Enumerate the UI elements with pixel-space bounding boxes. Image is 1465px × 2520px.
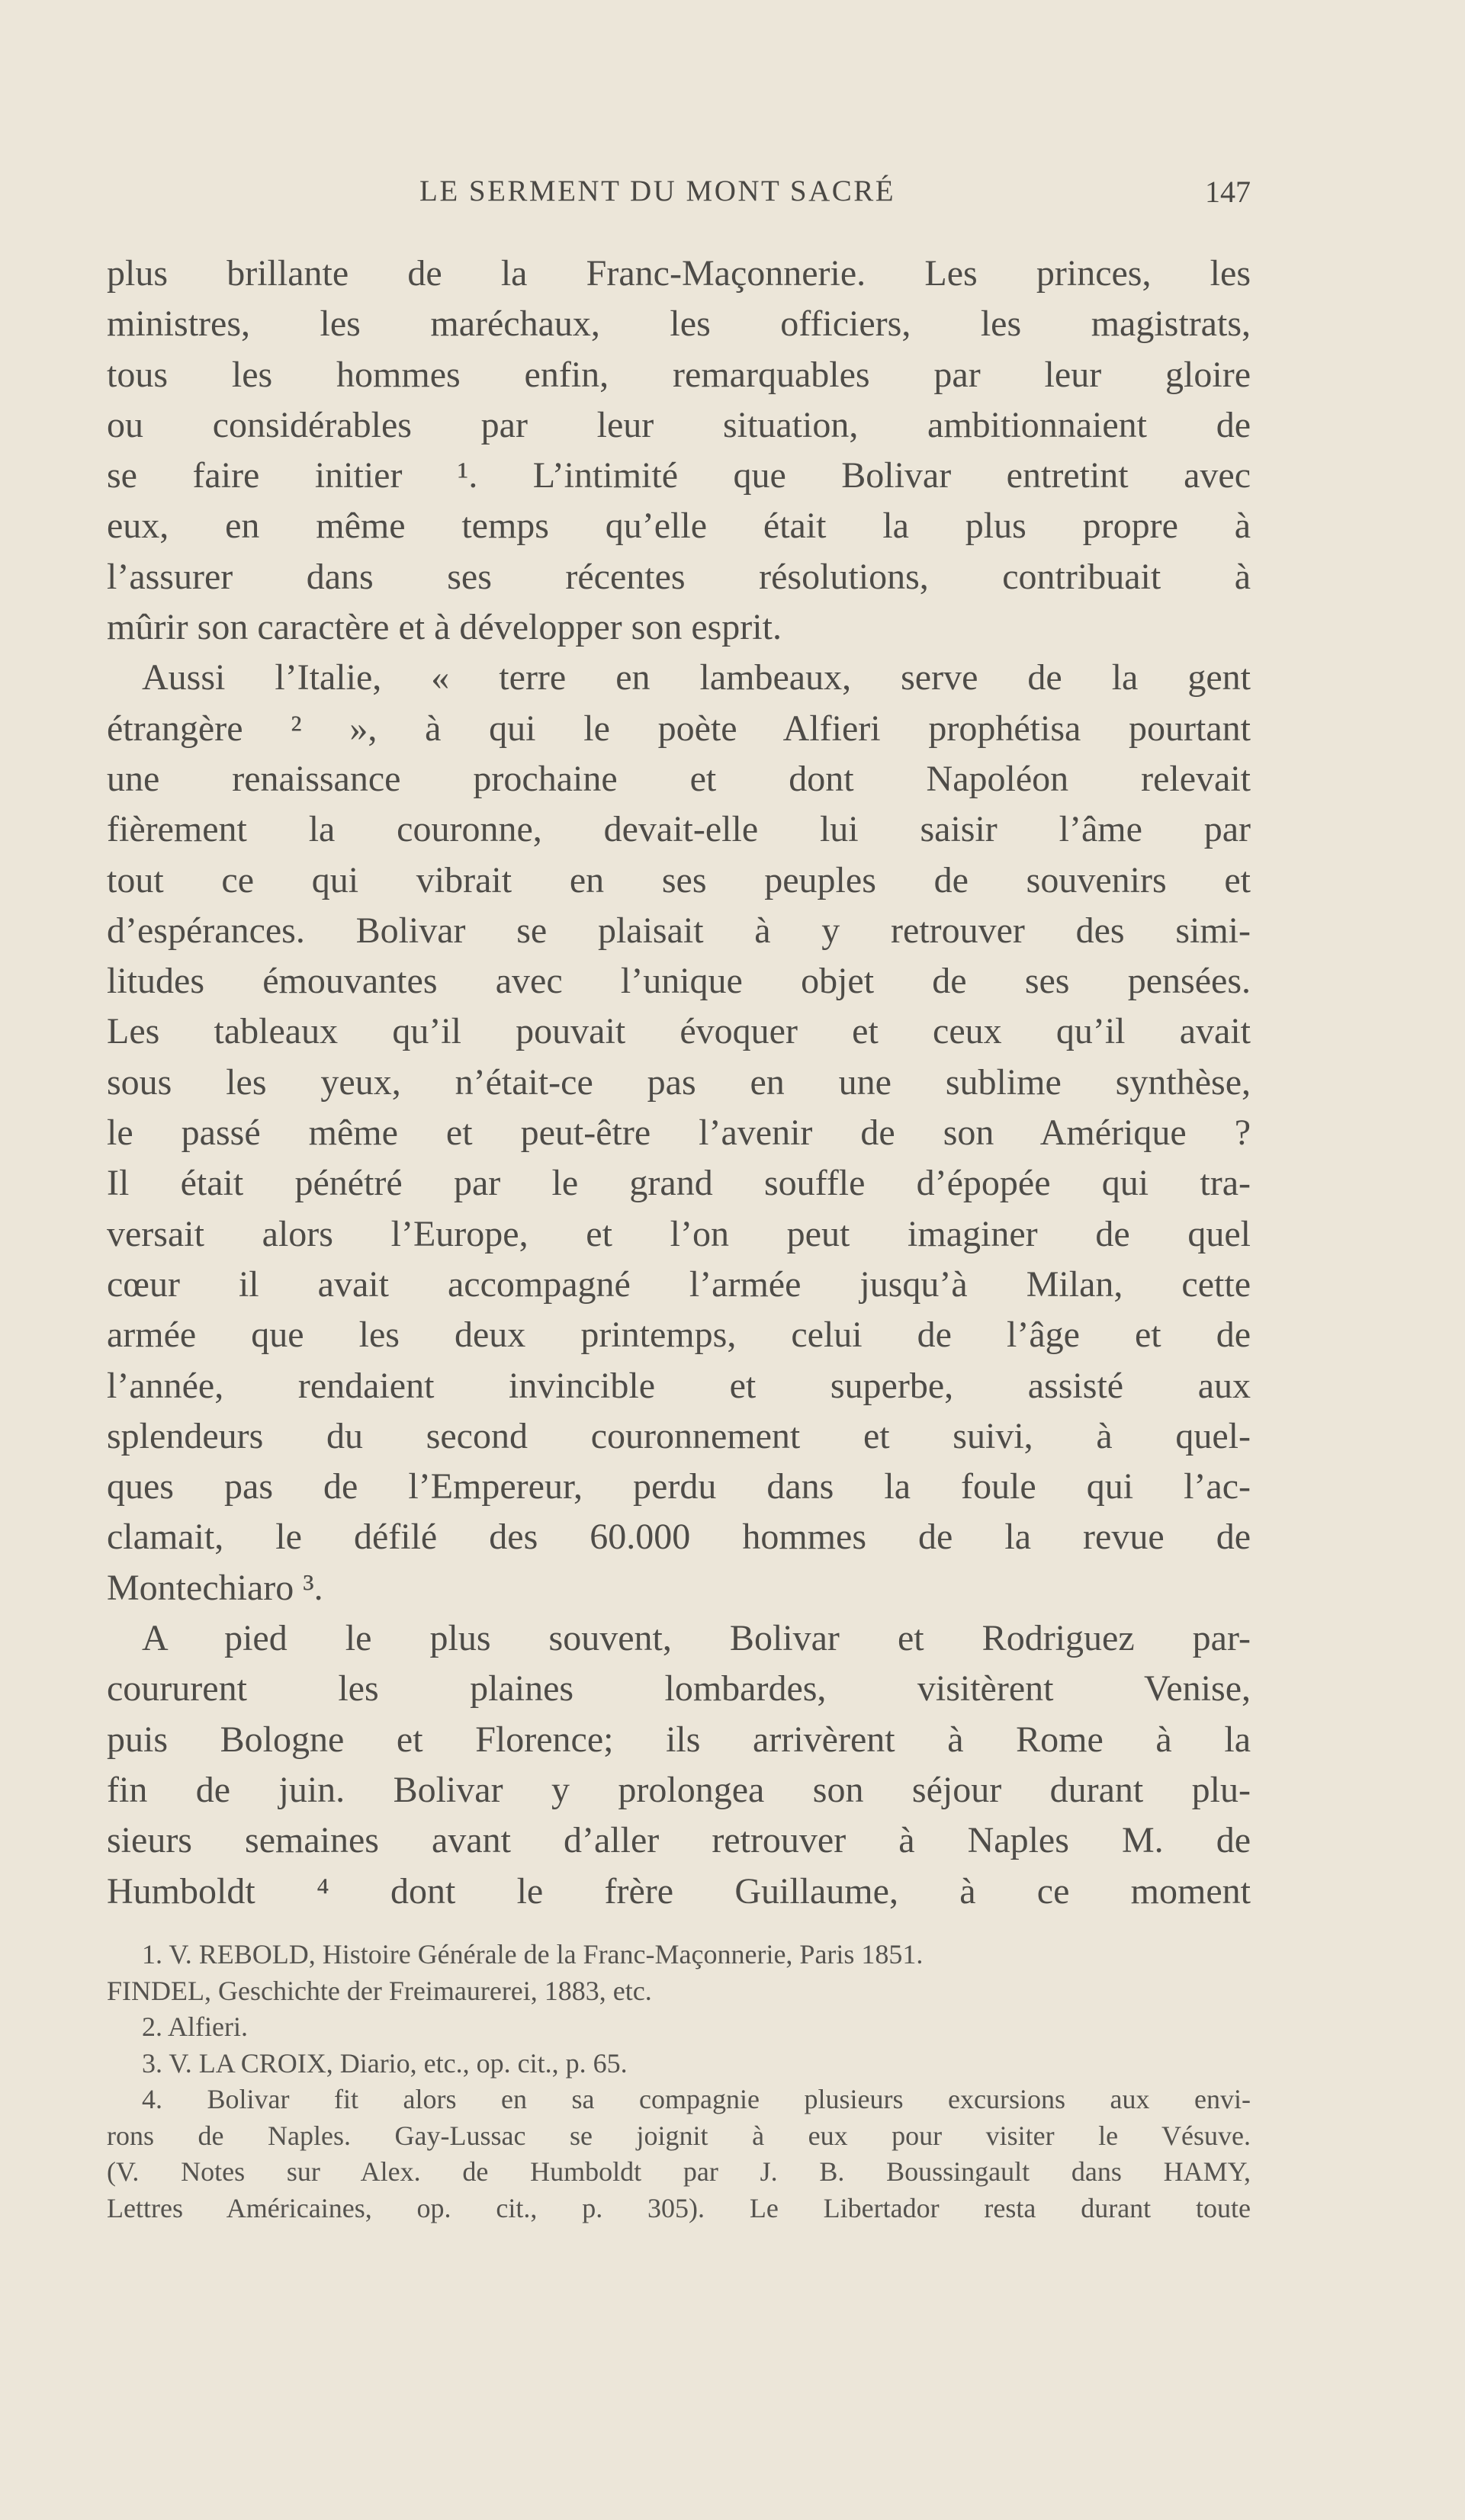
text-line: ou considérables par leur situation, ambitionnaient de — [107, 404, 1251, 445]
text-line: Humboldt ⁴ dont le frère Guillaume, à ce moment — [107, 1870, 1251, 1912]
text-line: mûrir son caractère et à développer son esprit. — [107, 607, 782, 648]
text-line: une renaissance prochaine et dont Napoléon relevait — [107, 758, 1251, 799]
text-line: armée que les deux printemps, celui de l’âge et de — [107, 1315, 1251, 1356]
text-line: clamait, le défilé des 60.000 hommes de la revue de — [107, 1517, 1251, 1558]
text-line: ques pas de l’Empereur, perdu dans la foule qui l’ac- — [107, 1466, 1251, 1507]
text-line: l’assurer dans ses récentes résolutions, contribuait à — [107, 556, 1251, 597]
footnote-line: 2. Alfieri. — [142, 2011, 248, 2042]
footnote-line: 4. Bolivar fit alors en sa compagnie plusieurs excursions aux envi- — [142, 2084, 1251, 2114]
body-text — [107, 249, 1251, 1917]
text-line: versait alors l’Europe, et l’on peut imaginer de quel — [107, 1213, 1251, 1254]
text-line: coururent les plaines lombardes, visitèrent Venise, — [107, 1668, 1251, 1709]
footnote-line: 3. V. LA CROIX, Diario, etc., op. cit., p. 65. — [142, 2047, 628, 2079]
text-line: litudes émouvantes avec l’unique objet de ses pensées. — [107, 961, 1251, 1002]
running-title: LE SERMENT DU MONT SACRÉ — [419, 175, 896, 207]
text-line: l’année, rendaient invincible et superbe, assisté aux — [107, 1365, 1251, 1406]
text-line: Il était pénétré par le grand souffle d’épopée qui tra- — [107, 1163, 1251, 1204]
text-line: tous les hommes enfin, remarquables par leur gloire — [107, 354, 1251, 395]
text-line: tout ce qui vibrait en ses peuples de souvenirs et — [107, 859, 1251, 900]
footnote-line: 1. V. REBOLD, Histoire Générale de la Franc-Maçonnerie, Paris 1851. — [142, 1939, 924, 1969]
text-line: puis Bologne et Florence; ils arrivèrent à Rome à la — [107, 1719, 1251, 1760]
footnotes — [107, 1937, 1251, 2226]
page-header — [107, 174, 1251, 220]
footnote-line: rons de Naples. Gay-Lussac se joignit à eux pour visiter le Vésuve. — [107, 2120, 1251, 2151]
text-line: étrangère ² », à qui le poète Alfieri prophétisa pourtant — [107, 708, 1251, 749]
text-line: se faire initier ¹. L’intimité que Bolivar entretint avec — [107, 455, 1251, 496]
text-line: sieurs semaines avant d’aller retrouver à Naples M. de — [107, 1820, 1251, 1861]
text-line: plus brillante de la Franc-Maçonnerie. Les princes, les — [107, 253, 1251, 294]
text-line: fièrement la couronne, devait-elle lui saisir l’âme par — [107, 809, 1251, 850]
text-line: cœur il avait accompagné l’armée jusqu’à Milan, cette — [107, 1263, 1251, 1305]
text-line: Aussi l’Italie, « terre en lambeaux, serve de la gent — [142, 657, 1251, 698]
text-line: le passé même et peut-être l’avenir de son Amérique ? — [107, 1112, 1251, 1154]
text-line: fin de juin. Bolivar y prolongea son séjour durant plu- — [107, 1769, 1251, 1810]
footnote-line: FINDEL, Geschichte der Freimaurerei, 1883, etc. — [107, 1975, 652, 2006]
text-line: Les tableaux qu’il pouvait évoquer et ceux qu’il avait — [107, 1011, 1251, 1052]
text-line: Montechiaro ³. — [107, 1567, 323, 1608]
text-line: A pied le plus souvent, Bolivar et Rodriguez par- — [142, 1618, 1251, 1659]
text-line: d’espérances. Bolivar se plaisait à y retrouver des simi- — [107, 910, 1251, 951]
text-line: splendeurs du second couronnement et suivi, à quel- — [107, 1415, 1251, 1456]
footnote-line: (V. Notes sur Alex. de Humboldt par J. B. Boussingault dans HAMY, — [107, 2156, 1251, 2187]
page-number: 147 — [1205, 175, 1251, 209]
text-line: ministres, les maréchaux, les officiers, les magistrats, — [107, 303, 1251, 345]
text-line: eux, en même temps qu’elle était la plus propre à — [107, 506, 1251, 547]
text-line: sous les yeux, n’était-ce pas en une sublime synthèse, — [107, 1061, 1251, 1103]
footnote-line: Lettres Américaines, op. cit., p. 305). Le Libertador resta durant toute — [107, 2192, 1251, 2223]
